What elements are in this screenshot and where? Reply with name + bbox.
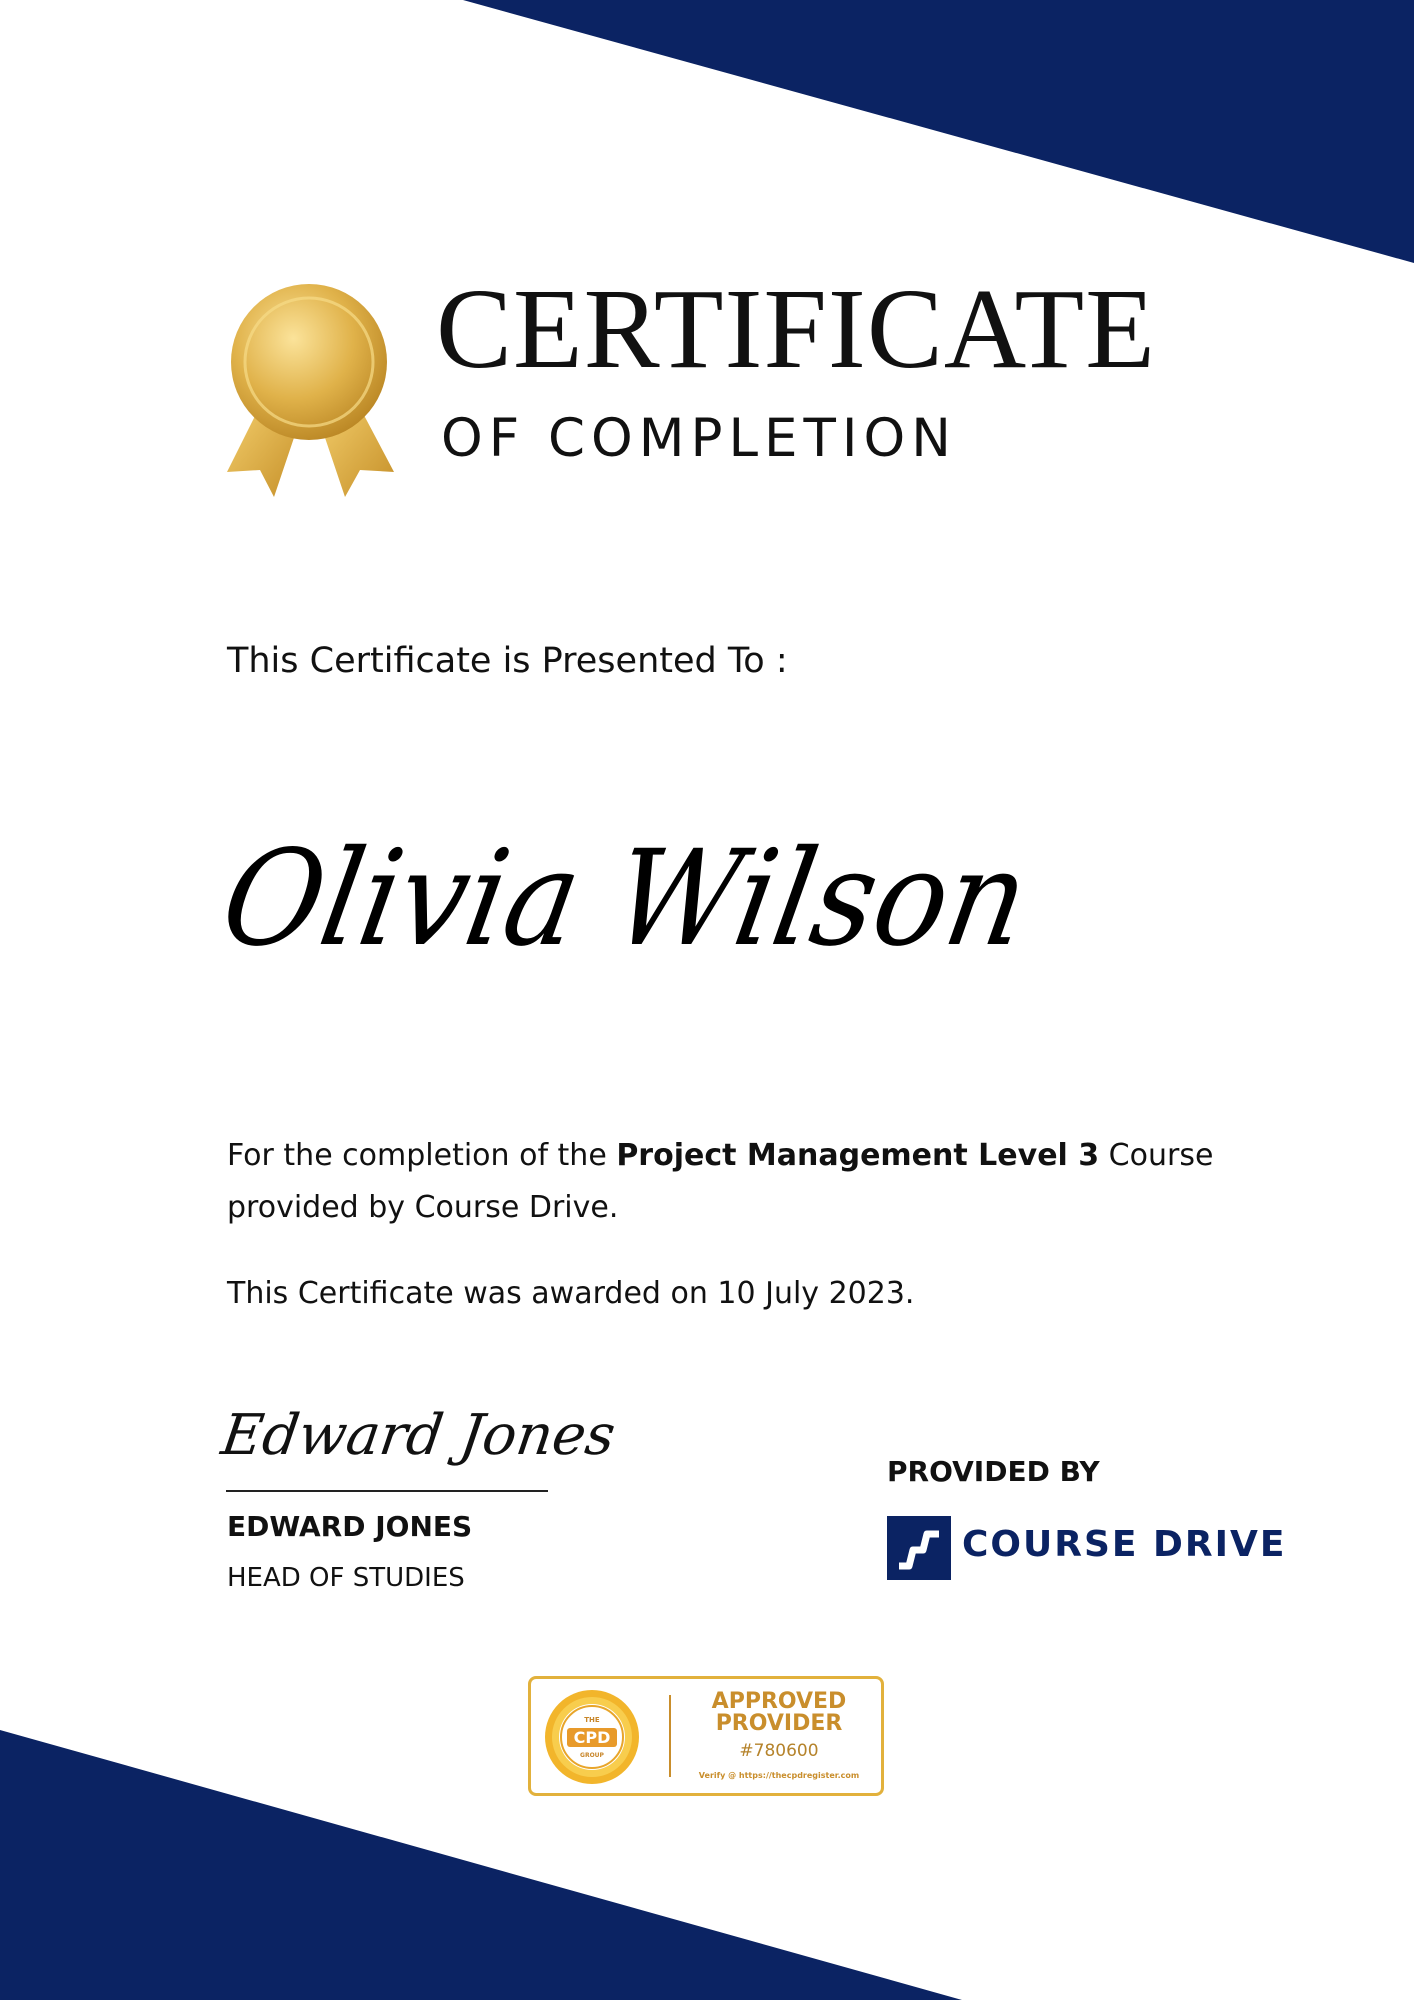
cpd-seal-bottom: GROUP xyxy=(580,1752,604,1759)
certificate-title: CERTIFICATE xyxy=(436,265,1156,392)
recipient-name: Olivia Wilson xyxy=(211,823,1039,976)
cpd-provider-number: #780600 xyxy=(739,1741,819,1761)
cpd-seal-icon xyxy=(543,1688,641,1786)
top-navy-triangle xyxy=(463,0,1414,263)
cpd-approved-text xyxy=(681,1691,877,1735)
course-drive-logo-text: COURSE DRIVE xyxy=(962,1524,1287,1565)
course-drive-logo-icon xyxy=(887,1516,951,1580)
cpd-approved-line1: APPROVED xyxy=(711,1689,847,1714)
completion-statement xyxy=(227,1130,1227,1234)
cpd-approved-line2: PROVIDER xyxy=(715,1711,843,1736)
completion-prefix: For the completion of the xyxy=(227,1138,617,1173)
cpd-approved-provider-badge xyxy=(528,1676,884,1796)
signatory-role: HEAD OF STUDIES xyxy=(227,1563,465,1593)
cpd-seal-main: CPD xyxy=(573,1728,611,1747)
signature: Edward Jones xyxy=(217,1403,620,1468)
completion-suffix: Course provided by Course Drive. xyxy=(227,1138,1214,1225)
signatory-name: EDWARD JONES xyxy=(227,1510,473,1543)
signature-line xyxy=(226,1490,548,1492)
presented-to-label: This Certificate is Presented To : xyxy=(227,641,788,681)
gold-medal-icon xyxy=(222,282,397,502)
cpd-seal-top: THE xyxy=(584,1716,600,1724)
cpd-verify-link[interactable]: Verify @ https://thecpdregister.com xyxy=(698,1771,860,1780)
award-date-statement: This Certificate was awarded on 10 July 2023. xyxy=(227,1276,915,1311)
provided-by-label: PROVIDED BY xyxy=(887,1455,1100,1488)
course-name: Project Management Level 3 xyxy=(616,1138,1100,1173)
certificate-subtitle: OF COMPLETION xyxy=(441,408,957,469)
cpd-divider xyxy=(669,1695,671,1777)
